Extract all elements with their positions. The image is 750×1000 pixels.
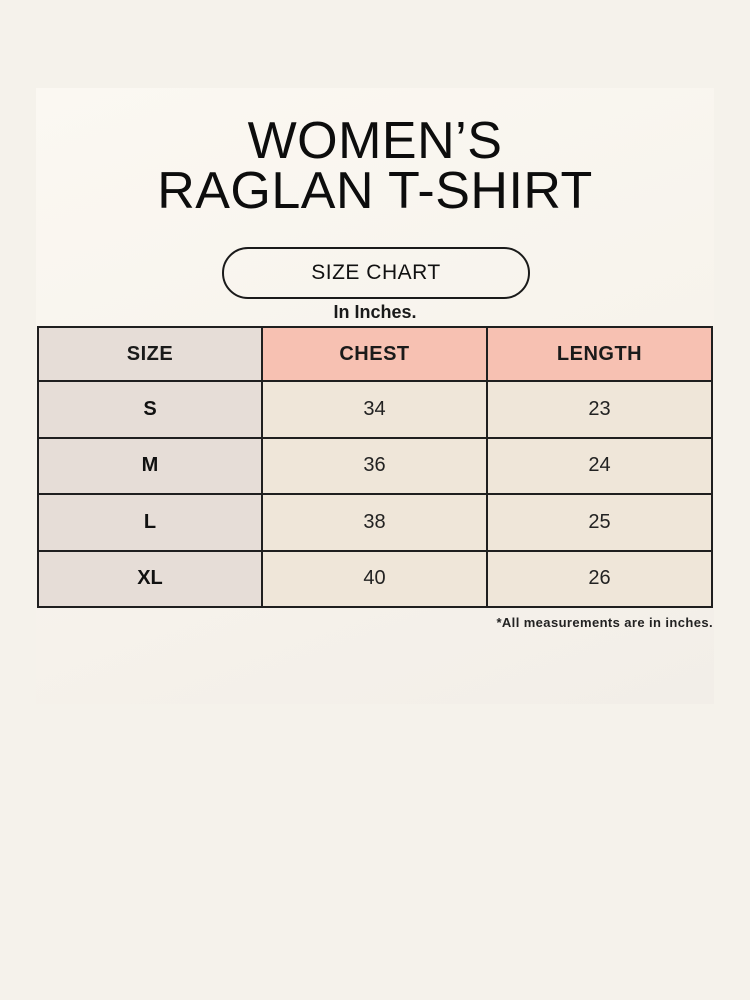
page-title-line-1: WOMEN’S: [247, 112, 503, 170]
table-row: [38, 494, 712, 551]
size-chart-table: [37, 326, 713, 608]
chest-cell: 34: [262, 381, 487, 438]
table-header-row: [38, 327, 712, 381]
length-cell: 23: [487, 381, 712, 438]
length-cell: 24: [487, 438, 712, 495]
chest-cell: 38: [262, 494, 487, 551]
page-title-line-2: RAGLAN T-SHIRT: [157, 162, 593, 220]
size-chart-badge: SIZE CHART: [222, 247, 530, 299]
header-size: SIZE: [38, 327, 262, 381]
size-cell: XL: [38, 551, 262, 608]
header-chest: CHEST: [262, 327, 487, 381]
length-cell: 26: [487, 551, 712, 608]
header-length: LENGTH: [487, 327, 712, 381]
size-cell: L: [38, 494, 262, 551]
size-cell: M: [38, 438, 262, 495]
table-row: [38, 551, 712, 608]
table-row: [38, 381, 712, 438]
chest-cell: 40: [262, 551, 487, 608]
unit-note: In Inches.: [333, 302, 417, 322]
size-cell: S: [38, 381, 262, 438]
measurement-footnote: *All measurements are in inches.: [496, 615, 713, 630]
table-row: [38, 438, 712, 495]
chest-cell: 36: [262, 438, 487, 495]
length-cell: 25: [487, 494, 712, 551]
